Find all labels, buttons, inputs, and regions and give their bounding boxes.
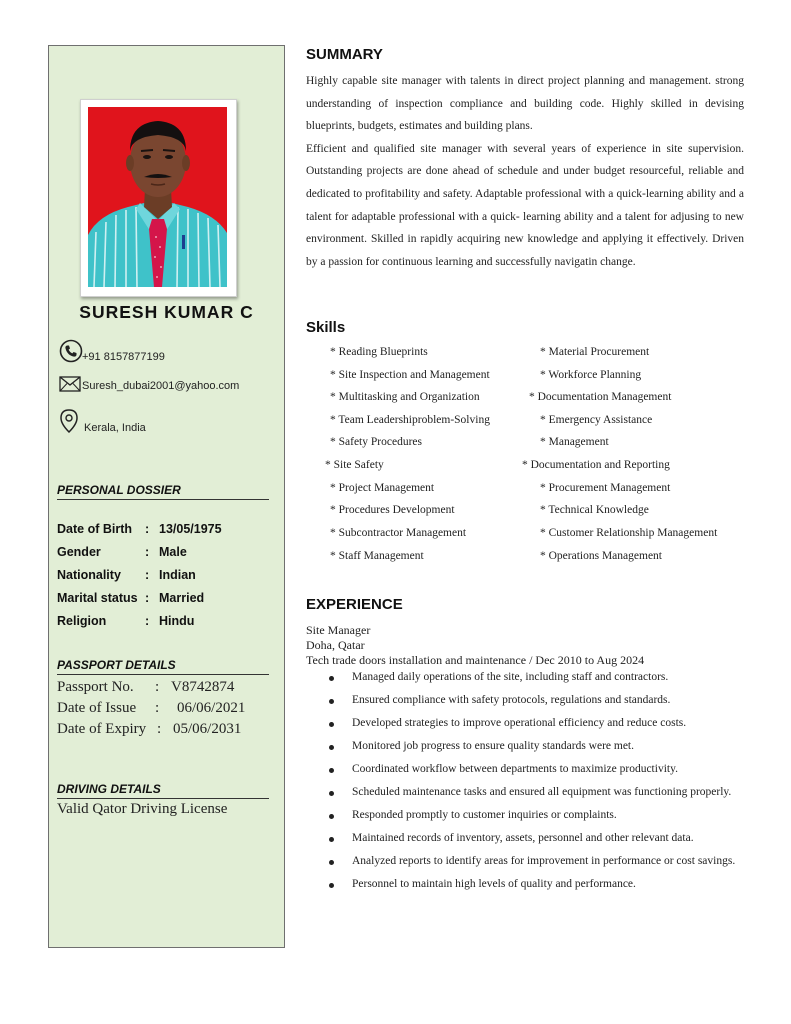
sidebar: SURESH KUMAR C +91 8157877199 Suresh_dubai2001@yahoo.com Kerala, India PERSONAL DOSSIER Date of Birth : 13/05/1975 Gender : Male Nationality : Indian Marital status : Married Religion : Hindu PASSPORT DETAILS Passport No. : V8742874 Date of Issue : 06/06/2021 Date of Expiry : 05/06/2031 DRIVING DETAILS Valid Qator Driving License: [48, 45, 285, 948]
skill-item: * Technical Knowledge: [540, 504, 649, 516]
driving-license-text: Valid Qator Driving License: [57, 801, 228, 817]
skill-item: * Multitasking and Organization: [330, 391, 480, 403]
skill-item: * Team Leadershiproblem-Solving: [330, 414, 490, 426]
summary-heading: SUMMARY: [306, 46, 383, 63]
skills-heading: Skills: [306, 319, 346, 336]
experience-bullets: [306, 666, 746, 896]
phone-icon: [59, 339, 83, 363]
experience-heading: EXPERIENCE: [306, 596, 403, 613]
candidate-name: SURESH KUMAR C: [79, 302, 254, 322]
location-contact: [59, 408, 146, 434]
list-item: Monitored job progress to ensure quality standards were met.: [306, 735, 746, 758]
list-item: Developed strategies to improve operational efficiency and reduce costs.: [306, 712, 746, 735]
passport-details-heading: PASSPORT DETAILS: [57, 658, 269, 675]
profile-photo: [88, 107, 227, 287]
job-location: Doha, Qatar: [306, 638, 365, 652]
job-title: Site Manager: [306, 623, 371, 637]
skill-item: * Reading Blueprints: [330, 346, 428, 358]
list-item: Coordinated workflow between departments to maximize productivity.: [306, 758, 746, 781]
list-item: Responded promptly to customer inquiries or complaints.: [306, 804, 746, 827]
email-contact: [59, 376, 239, 392]
skill-item: * Documentation and Reporting: [522, 459, 670, 471]
summary-text: [306, 70, 744, 273]
list-item: Scheduled maintenance tasks and ensured all equipment was functioning properly.: [306, 781, 746, 804]
list-item: Personnel to maintain high levels of quality and performance.: [306, 873, 746, 896]
skill-item: * Emergency Assistance: [540, 414, 653, 426]
list-item: Ensured compliance with safety protocols, regulations and standards.: [306, 689, 746, 712]
profile-photo-frame: [80, 99, 237, 297]
skill-item: * Customer Relationship Management: [540, 527, 718, 539]
email-address: Suresh_dubai2001@yahoo.com: [82, 380, 240, 392]
phone-number: +91 8157877199: [82, 351, 165, 363]
skill-item: * Subcontractor Management: [330, 527, 467, 539]
skill-item: * Staff Management: [330, 550, 424, 562]
envelope-icon: [59, 376, 81, 392]
personal-dossier-heading: PERSONAL DOSSIER: [57, 483, 269, 500]
skill-item: * Operations Management: [540, 550, 662, 562]
list-item: Managed daily operations of the site, including staff and contractors.: [306, 666, 746, 689]
person-portrait-image: [88, 107, 227, 287]
skill-item: * Project Management: [330, 482, 435, 494]
phone-contact: [59, 339, 165, 363]
skill-item: * Procurement Management: [540, 482, 671, 494]
location-text: Kerala, India: [84, 422, 146, 434]
skill-item: * Safety Procedures: [330, 436, 422, 448]
skill-item: * Site Safety: [325, 459, 384, 471]
summary-paragraph: Highly capable site manager with talents in direct project planning and management. strong understanding of inspection compliance and building code. Highly skilled in devising blueprints, budgets, estimates and building plans.: [306, 75, 744, 133]
location-pin-icon: [59, 408, 79, 434]
driving-details-heading: DRIVING DETAILS: [57, 782, 269, 799]
skill-item: * Material Procurement: [540, 346, 650, 358]
skill-item: * Workforce Planning: [540, 369, 642, 381]
summary-paragraph: Efficient and qualified site manager with several years of experience in site supervision. Outstanding projects are done ahead of schedule and under budget resourceful, reliable and dedicated to profitability and safety. Adaptable professional with a quick-learning ability and a talent for adaptable professional with a quick- learning ability and a talent for adjusing to new environment. Skilled in rapidly acquiring new knowledge and applying it effectively. Driven by a passion for continuous learning and successfully navigatin change.: [306, 142, 744, 268]
skill-item: * Procedures Development: [330, 504, 455, 516]
skill-item: * Documentation Management: [529, 391, 672, 403]
list-item: Analyzed reports to identify areas for improvement in performance or cost savings.: [306, 850, 746, 873]
list-item: Maintained records of inventory, assets, personnel and other relevant data.: [306, 827, 746, 850]
skill-item: * Site Inspection and Management: [330, 369, 490, 381]
job-company-dates: Tech trade doors installation and maintenance / Dec 2010 to Aug 2024: [306, 653, 645, 667]
skill-item: * Management: [540, 436, 609, 448]
